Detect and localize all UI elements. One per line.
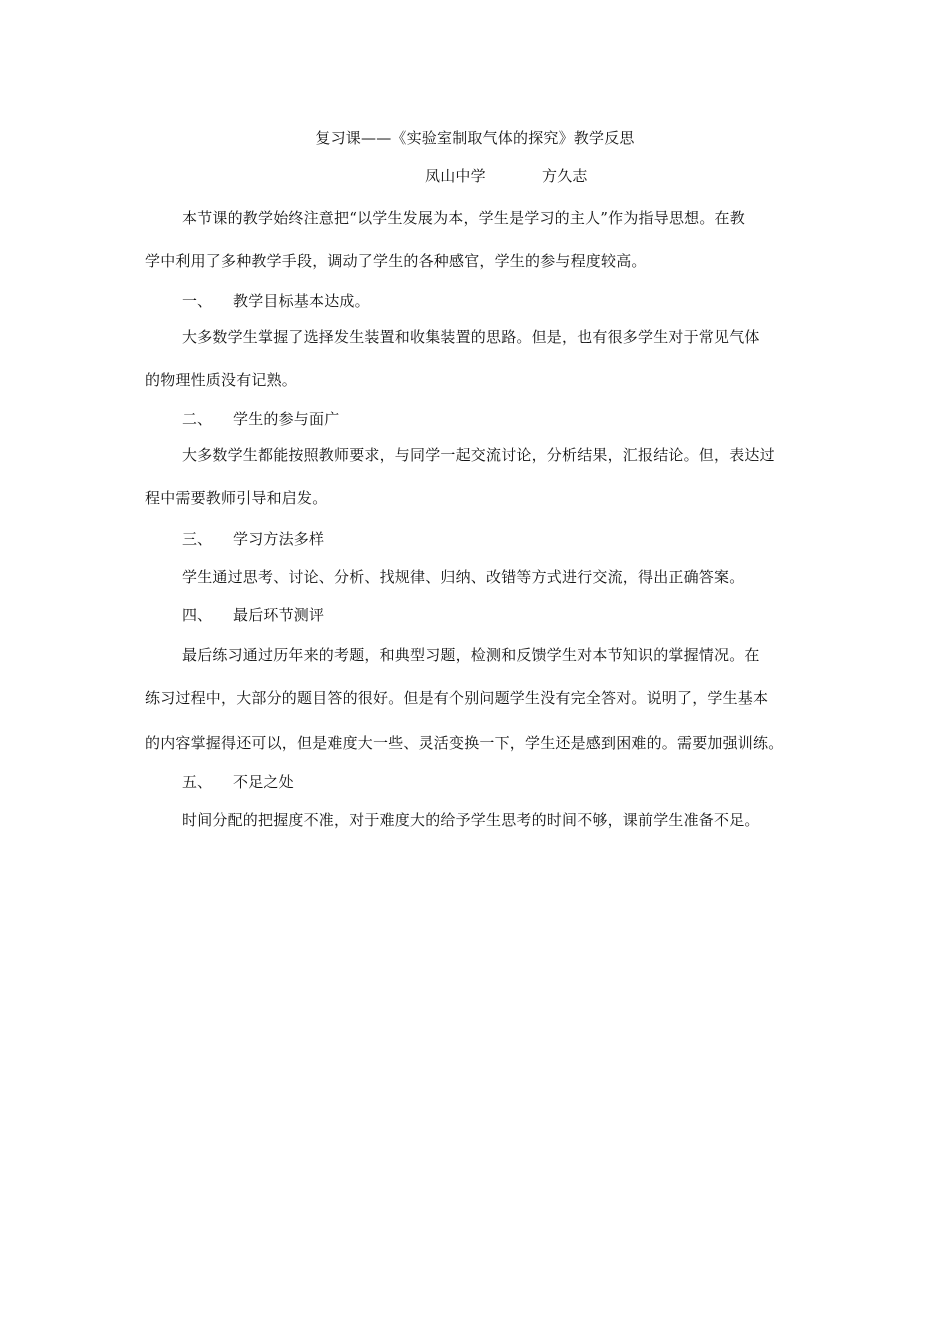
intro-line-1: 本节课的教学始终注意把“以学生发展为本，学生是学习的主人”作为指导思想。在教 [182, 209, 745, 227]
section-4-heading: 最后环节测评 [233, 606, 325, 624]
section-2-heading: 学生的参与面广 [233, 410, 340, 428]
document-title: 复习课——《实验室制取气体的探究》教学反思 [315, 129, 635, 147]
section-4-body-line-1: 最后练习通过历年来的考题，和典型习题，检测和反馈学生对本节知识的掌握情况。在 [182, 646, 760, 664]
section-4-body-line-2: 练习过程中，大部分的题目答的很好。但是有个别问题学生没有完全答对。说明了，学生基本 [145, 689, 769, 707]
section-4-number: 四、 [182, 606, 213, 624]
section-2-body-line-2: 程中需要教师引导和启发。 [145, 489, 328, 507]
school-name: 凤山中学 [425, 167, 486, 185]
section-4-body-line-3: 的内容掌握得还可以，但是难度大一些、灵活变换一下，学生还是感到困难的。需要加强训练。 [145, 734, 784, 752]
section-1-body-line-2: 的物理性质没有记熟。 [145, 371, 298, 389]
section-3-number: 三、 [182, 530, 213, 548]
section-5-body-line-1: 时间分配的把握度不准，对于难度大的给予学生思考的时间不够，课前学生准备不足。 [182, 811, 760, 829]
section-2-number: 二、 [182, 410, 213, 428]
section-3-body-line-1: 学生通过思考、讨论、分析、找规律、归纳、改错等方式进行交流，得出正确答案。 [182, 568, 745, 586]
section-1-heading: 教学目标基本达成。 [233, 292, 370, 310]
section-1-body-line-1: 大多数学生掌握了选择发生装置和收集装置的思路。但是，也有很多学生对于常见气体 [182, 328, 760, 346]
section-1-number: 一、 [182, 292, 213, 310]
section-2-body-line-1: 大多数学生都能按照教师要求，与同学一起交流讨论，分析结果，汇报结论。但，表达过 [182, 446, 775, 464]
section-5-number: 五、 [182, 773, 213, 791]
author-name: 方久志 [542, 167, 588, 185]
section-3-heading: 学习方法多样 [233, 530, 325, 548]
section-5-heading: 不足之处 [233, 773, 294, 791]
intro-line-2: 学中利用了多种教学手段，调动了学生的各种感官，学生的参与程度较高。 [145, 252, 647, 270]
